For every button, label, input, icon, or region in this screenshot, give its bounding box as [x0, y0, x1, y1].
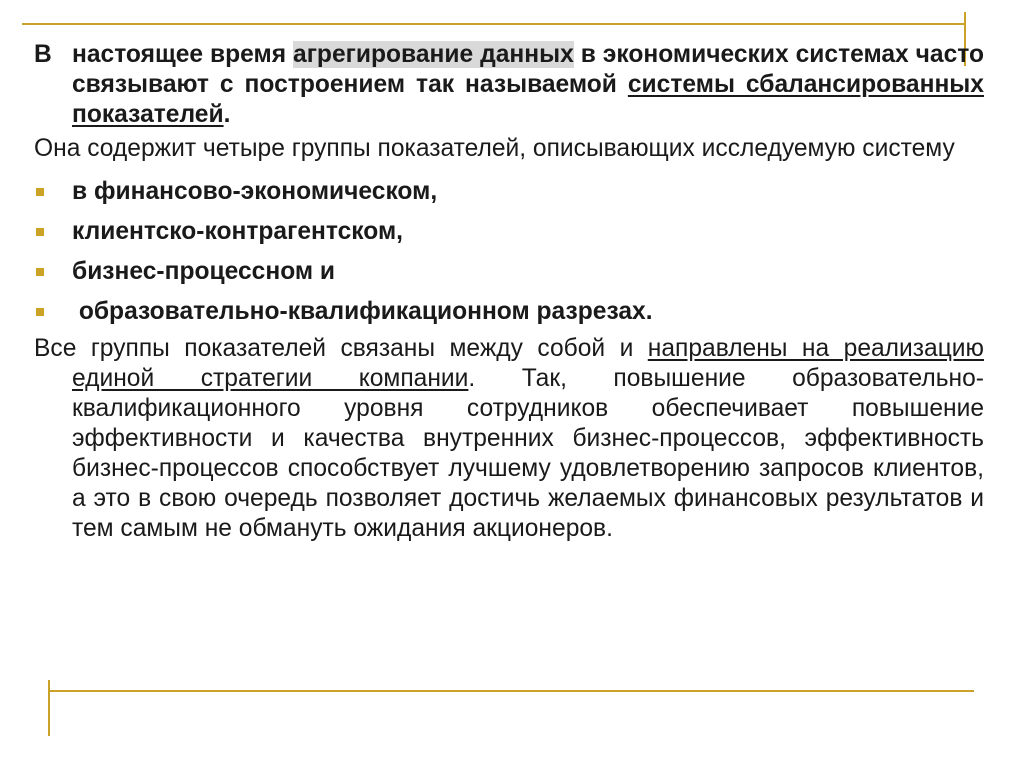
bullet-square-icon [36, 268, 44, 276]
top-decor-line [22, 23, 966, 25]
intro-highlight-term: агрегирование данных [293, 41, 574, 68]
strategy-text [34, 335, 984, 542]
intro-part-1: настоящее время [72, 41, 294, 68]
intro-paragraph [34, 40, 984, 130]
intro-part-3: в экономических системах часто связывают с построением так называемой [72, 41, 985, 98]
bullet-text-2: клиентско-контрагентском, [72, 218, 403, 245]
bottom-decor-vertical [48, 680, 50, 736]
groups-paragraph [34, 134, 984, 164]
intro-underlined-term: системы сбалансированных показателей [72, 71, 984, 128]
intro-period: . [223, 101, 231, 128]
bullet-item-4 [34, 292, 984, 332]
bullet-item-2 [34, 212, 984, 252]
strategy-paragraph [34, 334, 984, 544]
bottom-decor-line [48, 690, 974, 692]
bullet-square-icon [36, 308, 44, 316]
bullet-item-3 [34, 252, 984, 292]
bullet-text-4: образовательно-квалификационном разрезах. [72, 298, 653, 325]
strategy-part-3: . Так, повышение образовательно-квалификационного уровня сотрудников обеспечивает повышение эффективности и качества внутренних бизнес-процессов, эффективность бизнес-процессов способствует лучшему удовлетворению запросов клиентов, а это в свою очередь позволяет достичь желаемых финансовых результатов и тем самым не обмануть ожидания акционеров. [72, 365, 984, 542]
bullet-text-3: бизнес-процессном и [72, 258, 336, 285]
bullet-item-1 [34, 172, 984, 212]
strategy-underlined-phrase: направлены на реализацию единой стратегии компании [72, 335, 984, 392]
strategy-part-1: Все группы показателей связаны между собой и [34, 335, 648, 362]
bullet-square-icon [36, 228, 44, 236]
intro-text [72, 40, 984, 130]
groups-text: Она содержит четыре группы показателей, описывающих исследуемую систему [34, 135, 955, 162]
intro-lead-letter: В [34, 41, 52, 68]
slide-body [34, 40, 984, 544]
bullet-square-icon [36, 188, 44, 196]
bullet-text-1: в финансово-экономическом, [72, 178, 438, 205]
